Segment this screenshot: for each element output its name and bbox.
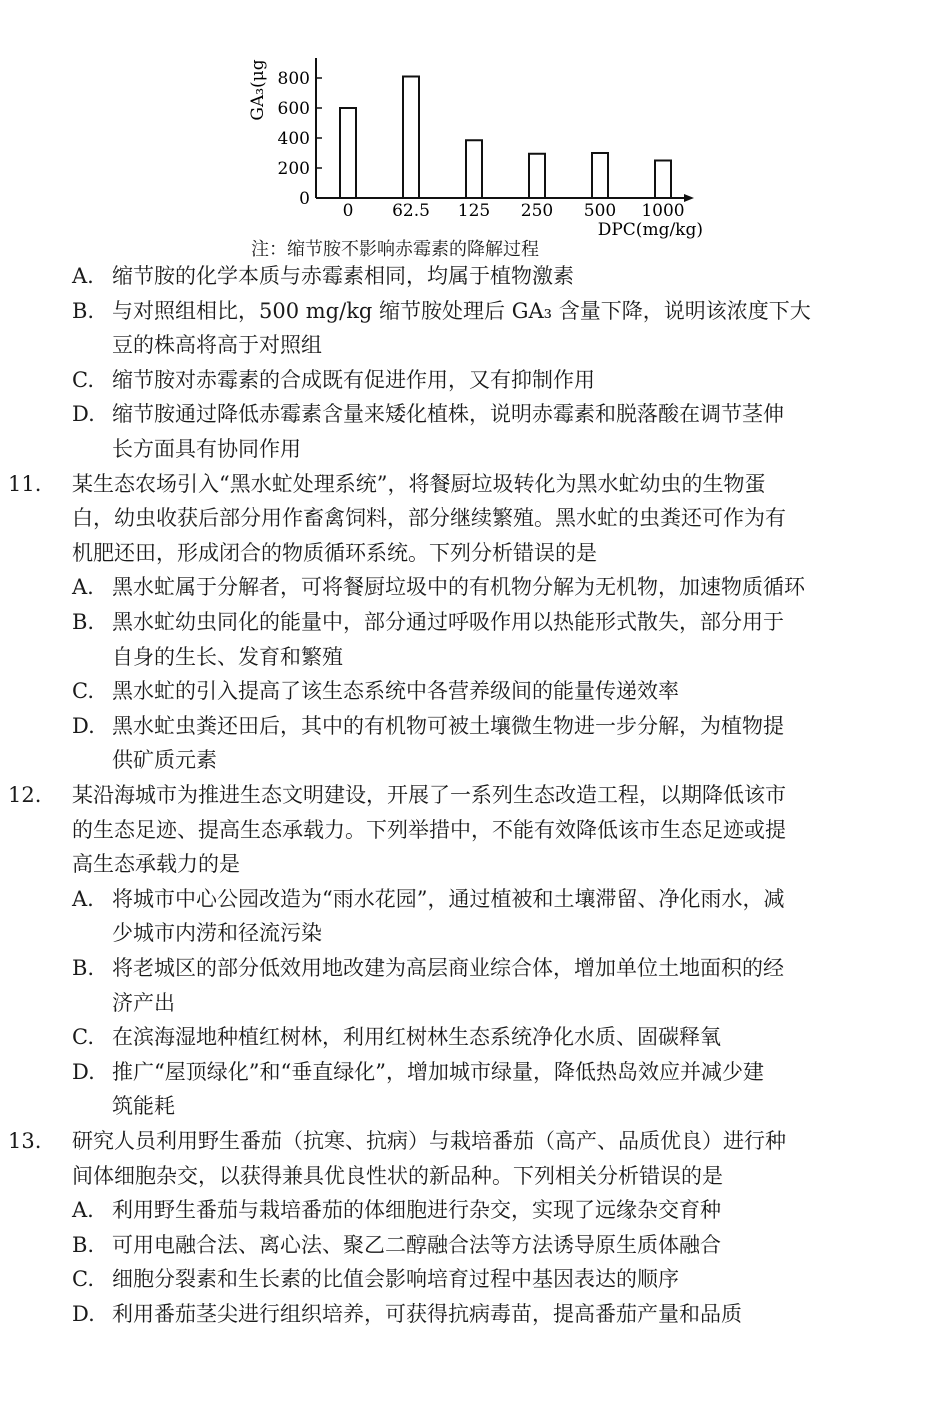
bar — [529, 154, 545, 198]
y-tick-label: 0 — [299, 189, 310, 209]
option-text-line: 供矿质元素 — [112, 748, 217, 773]
option-text-line: 筑能耗 — [112, 1094, 175, 1119]
option-label: C. — [72, 1267, 94, 1292]
option-text-line: 与对照组相比，500 mg/kg 缩节胺处理后 GA₃ 含量下降，说明该浓度下大 — [112, 298, 811, 323]
option-text-line: 利用番茄茎尖进行组织培养，可获得抗病毒苗，提高番茄产量和品质 — [112, 1302, 742, 1326]
y-tick-label: 600 — [277, 99, 310, 119]
question-number: 11. — [8, 471, 42, 496]
question-stem-line: 某生态农场引入“黑水虻处理系统”，将餐厨垃圾转化为黑水虻幼虫的生物蛋 — [72, 471, 766, 496]
x-tick-label: 62.5 — [392, 201, 430, 221]
x-tick-label: 250 — [520, 201, 554, 221]
option-text-line: 细胞分裂素和生长素的比值会影响培育过程中基因表达的顺序 — [112, 1267, 679, 1292]
option-label: C. — [72, 367, 94, 392]
y-axis-label: GA₃(μg — [248, 59, 268, 121]
question-stem-line: 机肥还田，形成闭合的物质循环系统。下列分析错误的是 — [72, 540, 597, 565]
option-text-line: 利用野生番茄与栽培番茄的体细胞进行杂交，实现了远缘杂交育种 — [112, 1198, 721, 1223]
question-stem-line: 高生态承载力的是 — [72, 852, 240, 877]
option-label: A. — [72, 1198, 94, 1223]
bar — [592, 153, 608, 198]
option-label: D. — [72, 1302, 95, 1326]
bar — [466, 140, 482, 198]
bar — [403, 77, 419, 199]
x-tick-label: 500 — [583, 201, 617, 221]
x-tick-label: 1000 — [641, 201, 685, 221]
question-stem-line: 间体细胞杂交，以获得兼具优良性状的新品种。下列相关分析错误的是 — [72, 1163, 723, 1188]
option-text-line: 缩节胺的化学本质与赤霉素相同，均属于植物激素 — [112, 264, 574, 288]
option-text-line: 将城市中心公园改造为“雨水花园”，通过植被和土壤滞留、净化雨水，减 — [112, 886, 785, 911]
option-text-line: 在滨海湿地种植红树林，利用红树林生态系统净化水质、固碳释氧 — [112, 1025, 721, 1050]
option-label: D. — [72, 713, 95, 738]
question-number: 13. — [8, 1129, 42, 1153]
x-axis-label: DPC(mg/kg) — [597, 220, 703, 240]
option-label: B. — [72, 610, 95, 634]
option-text-line: 黑水虻属于分解者，可将餐厨垃圾中的有机物分解为无机物，加速物质循环 — [112, 575, 805, 600]
bar — [655, 161, 671, 199]
option-label: A. — [72, 575, 94, 600]
option-text-line: 豆的株高将高于对照组 — [112, 333, 322, 358]
option-text-line: 济产出 — [112, 990, 175, 1015]
option-label: D. — [72, 1059, 95, 1084]
option-label: D. — [72, 402, 95, 427]
x-tick-label: 0 — [342, 201, 354, 221]
y-tick-label: 200 — [277, 159, 310, 179]
option-text-line: 缩节胺对赤霉素的合成既有促进作用，又有抑制作用 — [112, 367, 595, 392]
option-label: A. — [72, 886, 94, 911]
option-label: C. — [72, 1025, 94, 1050]
x-axis-arrow — [684, 194, 694, 202]
option-text-line: 缩节胺通过降低赤霉素含量来矮化植株，说明赤霉素和脱落酸在调节茎伸 — [112, 402, 784, 427]
option-label: B. — [72, 298, 95, 323]
option-label: C. — [72, 679, 94, 704]
option-text-line: 将老城区的部分低效用地改建为高层商业综合体，增加单位土地面积的经 — [112, 956, 784, 980]
y-tick-label: 400 — [277, 129, 310, 149]
question-stem-line: 白，幼虫收获后部分用作畜禽饲料，部分继续繁殖。黑水虻的虫粪还可作为有 — [72, 506, 786, 531]
option-text-line: 黑水虻幼虫同化的能量中，部分通过呼吸作用以热能形式散失，部分用于 — [112, 610, 784, 634]
question-stem-line: 研究人员利用野生番茄（抗寒、抗病）与栽培番茄（高产、品质优良）进行种 — [72, 1129, 786, 1153]
chart-note: 注：缩节胺不影响赤霉素的降解过程 — [251, 239, 539, 260]
option-label: B. — [72, 956, 95, 980]
option-label: A. — [72, 264, 94, 288]
option-label: B. — [72, 1232, 95, 1257]
option-text-line: 可用电融合法、离心法、聚乙二醇融合法等方法诱导原生质体融合 — [112, 1232, 721, 1257]
bar — [340, 108, 356, 198]
option-text-line: 推广“屋顶绿化”和“垂直绿化”，增加城市绿量，降低热岛效应并减少建 — [112, 1059, 764, 1084]
option-text-line: 长方面具有协同作用 — [112, 437, 301, 461]
option-text-line: 少城市内涝和径流污染 — [112, 921, 322, 946]
option-text-line: 自身的生长、发育和繁殖 — [112, 644, 343, 669]
option-text-line: 黑水虻的引入提高了该生态系统中各营养级间的能量传递效率 — [112, 679, 679, 704]
y-tick-label: 800 — [277, 69, 310, 89]
x-tick-label: 125 — [457, 201, 491, 221]
question-number: 12. — [8, 783, 42, 807]
question-stem-line: 某沿海城市为推进生态文明建设，开展了一系列生态改造工程，以期降低该市 — [72, 783, 786, 807]
option-text-line: 黑水虻虫粪还田后，其中的有机物可被土壤微生物进一步分解，为植物提 — [112, 713, 784, 738]
question-stem-line: 的生态足迹、提高生态承载力。下列举措中，不能有效降低该市生态足迹或提 — [72, 817, 786, 842]
